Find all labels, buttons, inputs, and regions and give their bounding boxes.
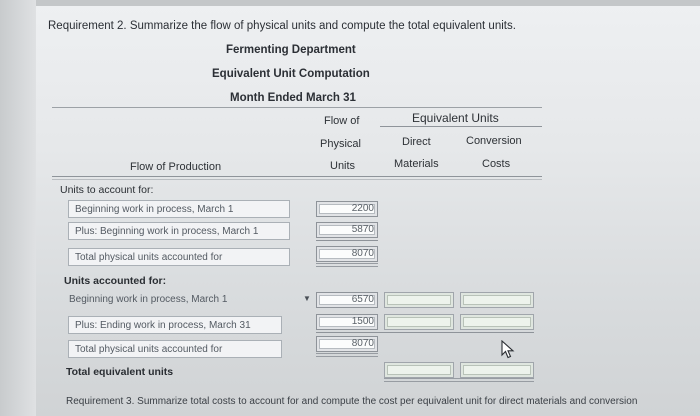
to-account-row-3-label[interactable]: Total physical units accounted for (68, 248, 290, 266)
accounted-row-1-conversion-costs[interactable] (460, 292, 534, 308)
conversion-costs-header-2: Costs (482, 158, 511, 170)
total-eu-double-rule (384, 378, 534, 382)
requirement-3-text: Requirement 3. Summarize total costs to account for and compute the cost per equivalent unit for direct materials and conversion (66, 396, 638, 407)
monitor-bezel-top (36, 0, 700, 6)
equivalent-units-header: Equivalent Units (412, 111, 499, 125)
units-to-account-heading: Units to account for: (60, 184, 154, 196)
computation-title: Equivalent Unit Computation (212, 68, 370, 80)
accounted-row-2-conversion-costs[interactable] (460, 314, 534, 330)
total-equivalent-units-label: Total equivalent units (66, 366, 174, 378)
total-eu-conversion-costs[interactable] (460, 362, 534, 378)
physical-header-2: Physical (320, 138, 361, 150)
total-double-rule (316, 263, 378, 267)
accounted-subtotal-rule (316, 332, 534, 333)
total-eu-direct-materials[interactable] (384, 362, 454, 378)
chevron-down-icon[interactable]: ▼ (303, 294, 311, 303)
conversion-costs-header-1: Conversion (466, 135, 522, 147)
accounted-row-2-direct-materials[interactable] (384, 314, 454, 330)
accounted-row-3-physical[interactable]: 8070 (316, 336, 378, 352)
monitor-bezel-left (0, 0, 36, 416)
physical-header-3: Units (330, 160, 356, 172)
subtotal-rule (316, 240, 378, 241)
equivalent-units-rule (380, 126, 542, 127)
to-account-row-2-label[interactable]: Plus: Beginning work in process, March 1 (68, 222, 290, 240)
direct-materials-header-2: Materials (394, 158, 439, 170)
accounted-row-2-label[interactable]: Plus: Ending work in process, March 31 (68, 316, 282, 334)
accounted-row-1-direct-materials[interactable] (384, 292, 454, 308)
to-account-row-2-physical[interactable]: 5870 (316, 222, 378, 238)
physical-header-1: Flow of (324, 115, 360, 127)
to-account-row-1-physical[interactable]: 2200 (316, 201, 378, 217)
accounted-row-3-label[interactable]: Total physical units accounted for (68, 340, 282, 358)
accounted-row-2-physical[interactable]: 1500 (316, 314, 378, 330)
column-header-rule-2 (52, 179, 542, 180)
direct-materials-header-1: Direct (402, 136, 431, 148)
accounted-total-double-rule (316, 353, 378, 357)
accounted-row-1-label[interactable]: Beginning work in process, March 1 (69, 294, 228, 305)
accounted-row-1-physical[interactable]: 6570 (316, 292, 378, 308)
requirement-2-text: Requirement 2. Summarize the flow of physical units and compute the total equivalent units. (48, 20, 516, 32)
header-rule (52, 107, 542, 108)
department-title: Fermenting Department (226, 44, 356, 56)
to-account-row-3-physical[interactable]: 8070 (316, 246, 378, 262)
units-accounted-heading: Units accounted for: (64, 275, 167, 287)
column-header-rule (52, 176, 542, 177)
to-account-row-1-label[interactable]: Beginning work in process, March 1 (68, 200, 290, 218)
period-title: Month Ended March 31 (230, 92, 356, 104)
flow-of-production-header: Flow of Production (130, 161, 222, 173)
